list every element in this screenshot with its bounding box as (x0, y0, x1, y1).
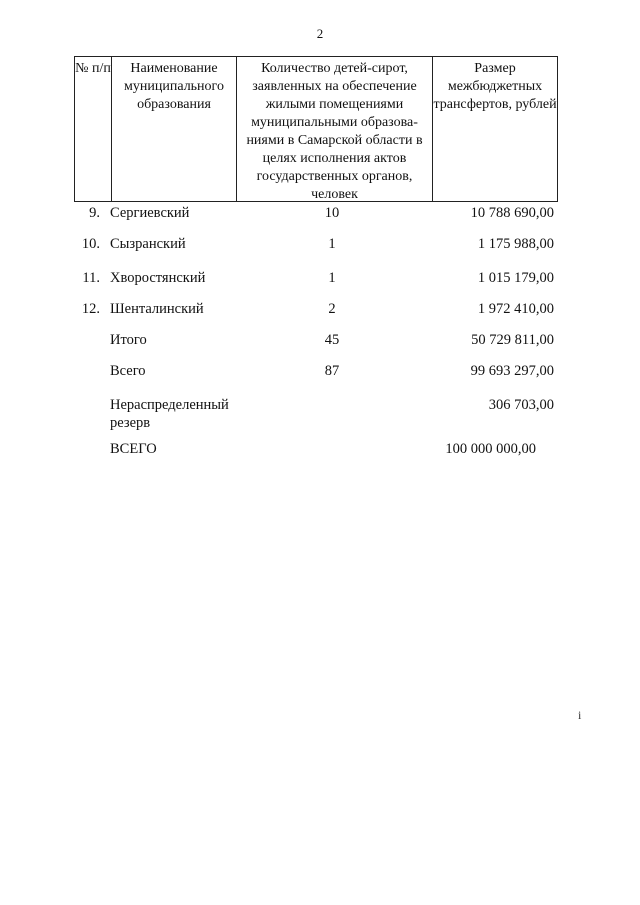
row-name: Шенталинский (110, 301, 204, 317)
row-name: Итого (110, 332, 147, 348)
row-name: Хворостянский (110, 270, 206, 286)
table-header (74, 56, 558, 202)
row-sum: 50 729 811,00 (471, 332, 554, 348)
row-count: 1 (328, 236, 336, 252)
row-count: 87 (324, 363, 340, 379)
page-number: 2 (316, 26, 324, 41)
row-count: 45 (324, 332, 340, 348)
row-sum: 1 015 179,00 (477, 270, 554, 286)
row-sum: 10 788 690,00 (470, 205, 554, 221)
row-count: 1 (328, 270, 336, 286)
row-number: 11. (82, 270, 100, 286)
row-sum: 100 000 000,00 (445, 441, 536, 457)
row-number: 12. (81, 301, 100, 317)
row-number: 10. (81, 236, 100, 252)
row-name: Сызранский (110, 236, 186, 252)
header-col-number: № п/п (74, 57, 112, 201)
header-col-sum: Размер межбюджетных трансфертов, рублей (433, 57, 558, 201)
row-name: Нераспределенный резерв (110, 397, 229, 431)
row-count: 10 (324, 205, 340, 221)
row-name: ВСЕГО (110, 441, 157, 457)
header-col-count: Количество детей-сирот, заявленных на обеспечение жилыми помещениями муниципальными образова-ниями в Самарской области в целях исполнения актов государственных органов, человек (237, 57, 433, 201)
row-name: Сергиевский (110, 205, 190, 221)
row-sum: 99 693 297,00 (470, 363, 554, 379)
row-sum: 306 703,00 (488, 397, 554, 413)
row-sum: 1 972 410,00 (477, 301, 554, 317)
row-count: 2 (328, 301, 336, 317)
row-name: Всего (110, 363, 146, 379)
margin-mark: i (578, 708, 582, 722)
header-col-name: Наименование муниципального образования (112, 57, 237, 201)
row-number: 9. (89, 205, 100, 221)
row-sum: 1 175 988,00 (477, 236, 554, 252)
